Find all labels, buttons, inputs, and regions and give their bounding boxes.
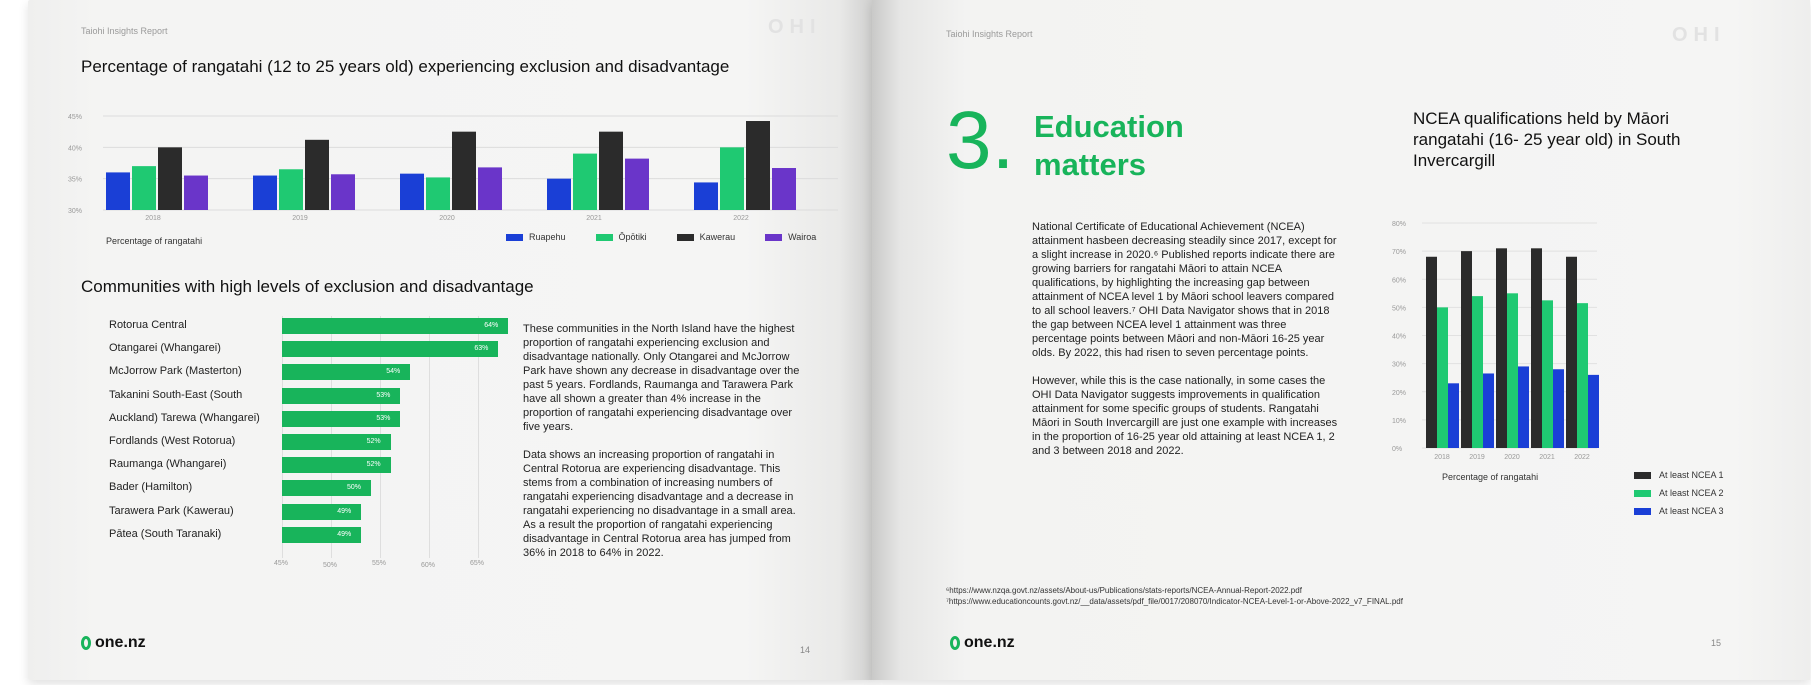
x-tick-label: 45% bbox=[274, 560, 289, 567]
ncea-chart-title: NCEA qualifications held by Māori rangatahi (16- 25 year old) in South Invercargill bbox=[1413, 109, 1681, 170]
y-tick-label: 30% bbox=[1392, 361, 1407, 369]
section-title-line: Education bbox=[1034, 109, 1184, 144]
bar-ncea1-2022 bbox=[1566, 257, 1577, 448]
ohi-watermark: OHI bbox=[1672, 24, 1726, 46]
one-nz-logo bbox=[81, 634, 146, 652]
bar-ncea2-2020 bbox=[1507, 293, 1518, 448]
bar-value-label: 53% bbox=[376, 414, 391, 422]
bar-value-label: 49% bbox=[337, 530, 352, 538]
footnote: ⁷https://www.educationcounts.govt.nz/__data/assets/pdf_file/0017/208070/Indicator-NCEA-Level-1-or-Above-2022_v7_FINAL.pdf bbox=[946, 597, 1403, 606]
bar-value-label: 63% bbox=[474, 345, 489, 353]
bar-ncea1-2018 bbox=[1426, 257, 1437, 448]
bar-kawerau-2022 bbox=[746, 121, 770, 210]
legend-swatch bbox=[765, 234, 782, 241]
right-body-text bbox=[1032, 220, 1344, 472]
community-label: Takanini South-East (South bbox=[109, 388, 243, 401]
community-bar bbox=[282, 318, 508, 334]
bar-ncea2-2018 bbox=[1437, 307, 1448, 448]
bar-ōpōtiki-2019 bbox=[279, 169, 303, 210]
y-tick-label: 70% bbox=[1392, 249, 1407, 257]
ncea-bar-chart bbox=[1392, 215, 1602, 470]
bar-ncea1-2019 bbox=[1461, 251, 1472, 448]
community-label: McJorrow Park (Masterton) bbox=[109, 365, 242, 378]
bar-value-label: 54% bbox=[386, 368, 401, 376]
legend-swatch bbox=[1634, 490, 1651, 497]
legend-label: At least NCEA 1 bbox=[1659, 470, 1724, 480]
bar-ncea3-2020 bbox=[1518, 366, 1529, 448]
x-tick-label: 65% bbox=[470, 560, 485, 567]
chart2-title: Communities with high levels of exclusion and disadvantage bbox=[81, 277, 534, 296]
legend-label: Wairoa bbox=[788, 232, 817, 242]
bar-ōpōtiki-2020 bbox=[426, 177, 450, 210]
bar-ncea2-2019 bbox=[1472, 296, 1483, 448]
bar-ruapehu-2020 bbox=[400, 174, 424, 210]
grouped-bar-chart bbox=[68, 108, 848, 248]
community-label: Tarawera Park (Kawerau) bbox=[109, 504, 234, 517]
bar-ōpōtiki-2018 bbox=[132, 166, 156, 210]
right-page bbox=[872, 0, 1810, 680]
bar-value-label: 50% bbox=[347, 484, 362, 492]
chart1-x-label: Percentage of rangatahi bbox=[106, 236, 203, 246]
bar-ncea3-2018 bbox=[1448, 383, 1459, 448]
legend-item bbox=[596, 232, 647, 242]
ohi-watermark: OHI bbox=[768, 16, 822, 38]
bar-ncea3-2022 bbox=[1588, 375, 1599, 448]
bar-kawerau-2021 bbox=[599, 132, 623, 210]
y-tick-label: 40% bbox=[68, 145, 83, 153]
legend-swatch bbox=[1634, 472, 1651, 479]
legend-item bbox=[677, 232, 736, 242]
bar-ruapehu-2021 bbox=[547, 179, 571, 210]
ncea-legend bbox=[1634, 470, 1724, 524]
bar-wairoa-2019 bbox=[331, 174, 355, 210]
x-tick-label: 2018 bbox=[145, 215, 161, 222]
bar-ncea2-2022 bbox=[1577, 303, 1588, 448]
community-bar bbox=[282, 341, 498, 357]
bar-wairoa-2022 bbox=[772, 168, 796, 210]
left-page bbox=[28, 0, 873, 680]
legend-swatch bbox=[596, 234, 613, 241]
bar-ruapehu-2018 bbox=[106, 172, 130, 210]
bar-ncea3-2021 bbox=[1553, 369, 1564, 448]
community-label: Bader (Hamilton) bbox=[109, 481, 193, 494]
legend-label: At least NCEA 2 bbox=[1659, 488, 1724, 498]
paragraph: Data shows an increasing proportion of rangatahi in Central Rotorua are experiencing disadvantage. This stems from a combination of increasing numbers of rangatahi experiencing disadvantage and a decrease in rangatahi experiencing no disadvantage in a small area. As a result the proportion of rangatahi experiencing disadvantage in Central Rotorua area has jumped from 36% in 2018 to 64% in 2022. bbox=[523, 449, 796, 559]
x-tick-label: 2018 bbox=[1434, 454, 1450, 461]
section-title-line: matters bbox=[1034, 147, 1146, 182]
bar-ōpōtiki-2021 bbox=[573, 154, 597, 210]
bar-value-label: 64% bbox=[484, 322, 499, 329]
logo-text: one.nz bbox=[964, 634, 1015, 651]
x-tick-label: 2020 bbox=[1504, 454, 1520, 461]
legend-swatch bbox=[1634, 508, 1651, 515]
one-nz-logo bbox=[950, 634, 1015, 652]
section-number: 3. bbox=[946, 95, 1015, 186]
paragraph: National Certificate of Educational Achievement (NCEA) attainment hasbeen decreasing steadily since 2017, except for a slight increase in 2020.⁶ Published reports indicate there are growing barriers for rangatahi Māori to attain NCEA qualifications, by highlighting the increasing gap between attainment of NCEA level 1 by Māori school leavers compared to all school leavers.⁷ OHI Data Navigator shows that in 2018 the gap between NCEA level 1 attainment was three percentage points between Māori and non-Māori 16-25 year olds. By 2022, this had risen to seven percentage points. bbox=[1032, 221, 1337, 359]
y-tick-label: 40% bbox=[1392, 333, 1407, 341]
bar-ōpōtiki-2022 bbox=[720, 147, 744, 210]
x-tick-label: 55% bbox=[372, 560, 387, 567]
x-tick-label: 50% bbox=[323, 562, 338, 569]
legend-item bbox=[506, 232, 566, 242]
bar-wairoa-2020 bbox=[478, 167, 502, 210]
bar-ruapehu-2019 bbox=[253, 176, 277, 210]
legend-item bbox=[1634, 506, 1724, 516]
y-tick-label: 45% bbox=[68, 114, 83, 121]
legend-swatch bbox=[677, 234, 694, 241]
x-tick-label: 2022 bbox=[733, 215, 749, 222]
bar-ncea2-2021 bbox=[1542, 300, 1553, 448]
logo-ring-icon bbox=[81, 636, 91, 650]
x-tick-label: 2020 bbox=[439, 215, 455, 222]
community-label: Pātea (South Taranaki) bbox=[109, 527, 222, 540]
bar-value-label: 52% bbox=[366, 461, 381, 469]
bar-ncea1-2020 bbox=[1496, 248, 1507, 448]
legend-item bbox=[765, 232, 816, 242]
logo-ring-icon bbox=[950, 636, 960, 650]
bar-value-label: 49% bbox=[337, 507, 352, 515]
community-label: Raumanga (Whangarei) bbox=[109, 458, 227, 471]
y-tick-label: 80% bbox=[1392, 221, 1407, 228]
y-tick-label: 10% bbox=[1392, 417, 1407, 425]
bar-ruapehu-2022 bbox=[694, 182, 718, 210]
bar-kawerau-2020 bbox=[452, 132, 476, 210]
footnote: ⁶https://www.nzqa.govt.nz/assets/About-us/Publications/stats-reports/NCEA-Annual-Report-2022.pdf bbox=[946, 586, 1302, 595]
y-tick-label: 30% bbox=[68, 208, 83, 215]
logo-text: one.nz bbox=[95, 634, 146, 651]
ncea-x-label: Percentage of rangatahi bbox=[1442, 472, 1539, 482]
bar-wairoa-2018 bbox=[184, 176, 208, 210]
footnotes bbox=[946, 585, 1403, 607]
section-title bbox=[1034, 108, 1184, 184]
bar-value-label: 52% bbox=[366, 438, 381, 445]
report-header: Taiohi Insights Report bbox=[81, 26, 168, 36]
community-label: Otangarei (Whangarei) bbox=[109, 342, 221, 355]
x-tick-label: 2019 bbox=[1469, 454, 1485, 461]
bar-wairoa-2021 bbox=[625, 159, 649, 210]
community-label: Auckland) Tarewa (Whangarei) bbox=[109, 411, 260, 424]
x-tick-label: 2021 bbox=[586, 215, 602, 222]
y-tick-label: 0% bbox=[1392, 446, 1403, 453]
legend-label: Kawerau bbox=[699, 232, 736, 242]
community-label: Fordlands (West Rotorua) bbox=[109, 435, 236, 447]
x-tick-label: 2021 bbox=[1539, 454, 1555, 461]
y-tick-label: 50% bbox=[1392, 305, 1407, 313]
legend-item bbox=[1634, 470, 1724, 480]
left-body-text bbox=[523, 322, 808, 574]
report-header: Taiohi Insights Report bbox=[946, 29, 1033, 39]
chart1-title: Percentage of rangatahi (12 to 25 years old) experiencing exclusion and disadvantage bbox=[81, 57, 730, 76]
bar-ncea1-2021 bbox=[1531, 248, 1542, 448]
bar-kawerau-2018 bbox=[158, 147, 182, 210]
bar-kawerau-2019 bbox=[305, 140, 329, 210]
legend-swatch bbox=[506, 234, 523, 241]
legend-item bbox=[1634, 488, 1724, 498]
legend-label: Ōpōtiki bbox=[618, 232, 647, 242]
y-tick-label: 60% bbox=[1392, 277, 1407, 285]
y-tick-label: 20% bbox=[1392, 389, 1407, 397]
legend-label: Ruapehu bbox=[529, 232, 566, 242]
x-tick-label: 2022 bbox=[1574, 454, 1590, 461]
page-number: 15 bbox=[1711, 638, 1722, 648]
legend-label: At least NCEA 3 bbox=[1659, 506, 1724, 516]
y-tick-label: 35% bbox=[68, 176, 83, 184]
bar-value-label: 53% bbox=[376, 391, 391, 399]
x-tick-label: 2019 bbox=[292, 215, 308, 222]
paragraph: However, while this is the case nationally, in some cases the OHI Data Navigator suggests improvements in qualification attainment for some specific groups of students. Rangatahi Māori in South Invercargill are just one example with increases in the proportion of 16-25 year old attaining at least NCEA 1, 2 and 3 between 2018 and 2022. bbox=[1032, 375, 1338, 457]
bar-ncea3-2019 bbox=[1483, 373, 1494, 448]
page-number: 14 bbox=[800, 645, 811, 655]
x-tick-label: 60% bbox=[421, 562, 436, 569]
chart1-legend bbox=[506, 232, 838, 242]
paragraph: These communities in the North Island have the highest proportion of rangatahi experiencing exclusion and disadvantage nationally. Only Otangarei and McJorrow Park have shown any decrease in disadvantage over the past 5 years. Fordlands, Raumanga and Tarawera Park have all shown a greater than 4% increase in the proportion of rangatahi experiencing disadvantage over five years. bbox=[523, 323, 800, 433]
community-label: Rotorua Central bbox=[109, 319, 187, 331]
